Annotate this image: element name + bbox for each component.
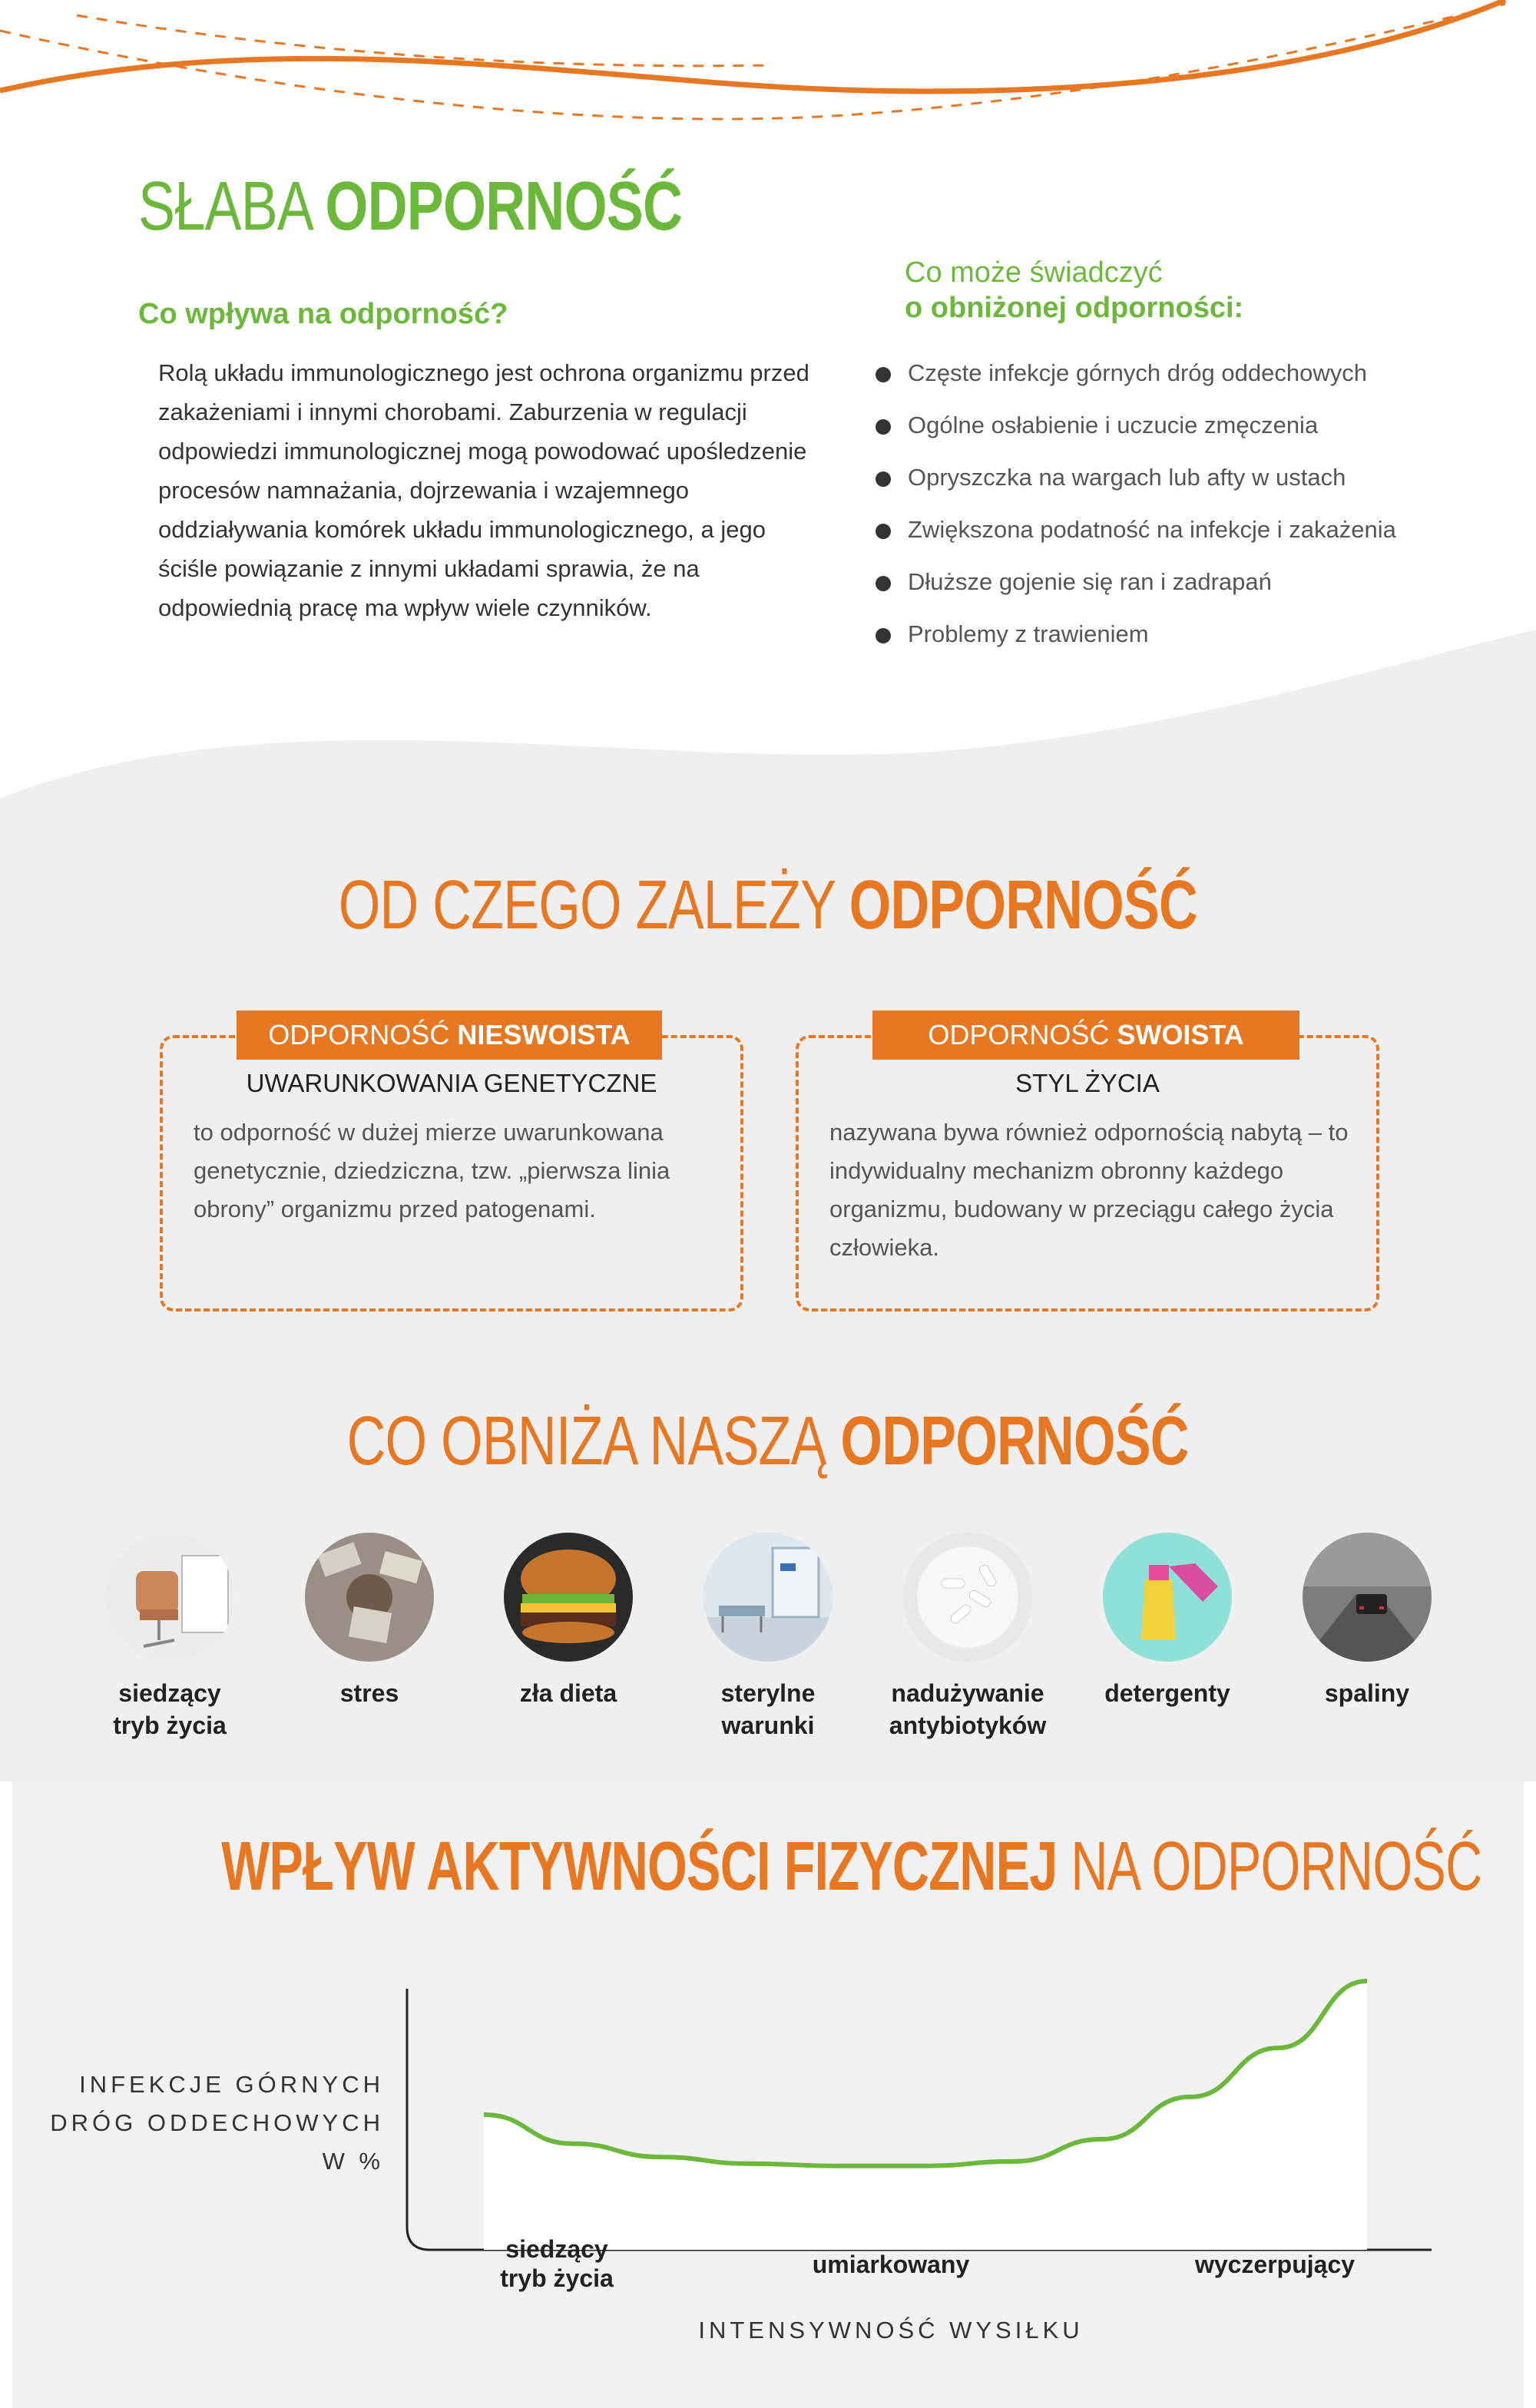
section4-title-light: NA ODPORNOŚĆ (1071, 1828, 1482, 1905)
x-category (461, 2234, 653, 2293)
section2-title-bold: ODPORNOŚĆ (849, 867, 1198, 944)
section4-title-bold: WPŁYW AKTYWNOŚCI FIZYCZNEJ (221, 1828, 1058, 1905)
symptom-text: Opryszczka na wargach lub afty w ustach (908, 464, 1346, 491)
right-subtitle-line2: o obniżonej odporności: (905, 292, 1244, 324)
section2-title-light: OD CZEGO ZALEŻY (338, 867, 836, 944)
ylabel-line1: INFEKCJE GÓRNYCH (79, 2071, 384, 2098)
factor-label-line1: zła dieta (519, 1679, 617, 1707)
tag-nieswoista-light: ODPORNOŚĆ (268, 1019, 450, 1050)
section3-title-light: CO OBNIŻA NASZĄ (346, 1403, 827, 1480)
factor-label-line1: stres (339, 1679, 399, 1707)
x-category-line1: umiarkowany (812, 2251, 970, 2278)
factor-label-line2: tryb życia (113, 1712, 227, 1739)
factor-label-line1: spaliny (1324, 1679, 1410, 1707)
tag-swoista-light: ODPORNOŚĆ (928, 1019, 1110, 1050)
box-swoista-subtitle: STYL ŻYCIA (1015, 1069, 1160, 1097)
factor-label-line1: detergenty (1104, 1679, 1230, 1707)
right-subtitle-line1: Co może świadczyć (905, 256, 1163, 289)
x-category (1167, 2250, 1382, 2279)
section3-title-bold: ODPORNOŚĆ (840, 1403, 1190, 1480)
x-category-line1: siedzący (505, 2235, 608, 2263)
symptom-text: Częste infekcje górnych dróg oddechowych (908, 359, 1367, 386)
symptom-text: Dłuższe gojenie się ran i zadrapań (908, 568, 1272, 595)
factor-label-line1: siedzący (118, 1679, 221, 1707)
box-nieswoista-text: to odporność w dużej mierze uwarunkowana genetycznie, dziedziczna, tzw. „pierwsza linia obrony” organizmu przed patogenami. (194, 1119, 670, 1222)
box-nieswoista-subtitle: UWARUNKOWANIA GENETYCZNE (246, 1069, 657, 1097)
tag-swoista-bold: SWOISTA (1117, 1019, 1244, 1050)
section1-title-light: SŁABA (138, 168, 311, 245)
factor-label-line2: antybiotyków (889, 1712, 1047, 1739)
curve-area (484, 1981, 1367, 2250)
section1-title-bold: ODPORNOŚĆ (325, 168, 683, 245)
factor-label-line1: sterylne (720, 1679, 816, 1707)
ylabel-line2: DRÓG ODDECHOWYCH W % (50, 2109, 384, 2175)
left-body-text: Rolą układu immunologicznego jest ochrona organizmu przed zakażeniami i innymi chorobami. Zaburzenia w regulacji odpowiedzi immunologicznej mogą powodować upośledzenie procesów namnażania, dojrzewania i wzajemnego oddziaływania komórek układu immunologicznego, a jego ściśle powiązanie z innymi układami sprawia, że na odpowiednią pracę ma wpływ wiele czynników. (158, 359, 809, 621)
left-subtitle: Co wpływa na odporność? (138, 298, 508, 330)
symptom-text: Ogólne osłabienie i uczucie zmęczenia (908, 412, 1319, 438)
x-category-line1: wyczerpujący (1194, 2251, 1356, 2278)
symptom-text: Problemy z trawieniem (908, 620, 1149, 647)
symptom-text: Zwiększona podatność na infekcje i zakażenia (908, 516, 1396, 543)
x-category-line2: tryb życia (500, 2264, 614, 2292)
chart-xlabel: INTENSYWNOŚĆ WYSIŁKU (698, 2317, 1084, 2344)
factor-label-line1: nadużywanie (891, 1679, 1044, 1707)
x-category (783, 2250, 998, 2279)
factor-label-line2: warunki (721, 1712, 815, 1739)
tag-nieswoista-bold: NIESWOISTA (457, 1019, 631, 1050)
box-swoista-text: nazywana bywa również odpornością nabytą – to indywidualny mechanizm obronny każdego organizmu, budowany w przeciągu całego życia człowieka. (829, 1119, 1349, 1261)
